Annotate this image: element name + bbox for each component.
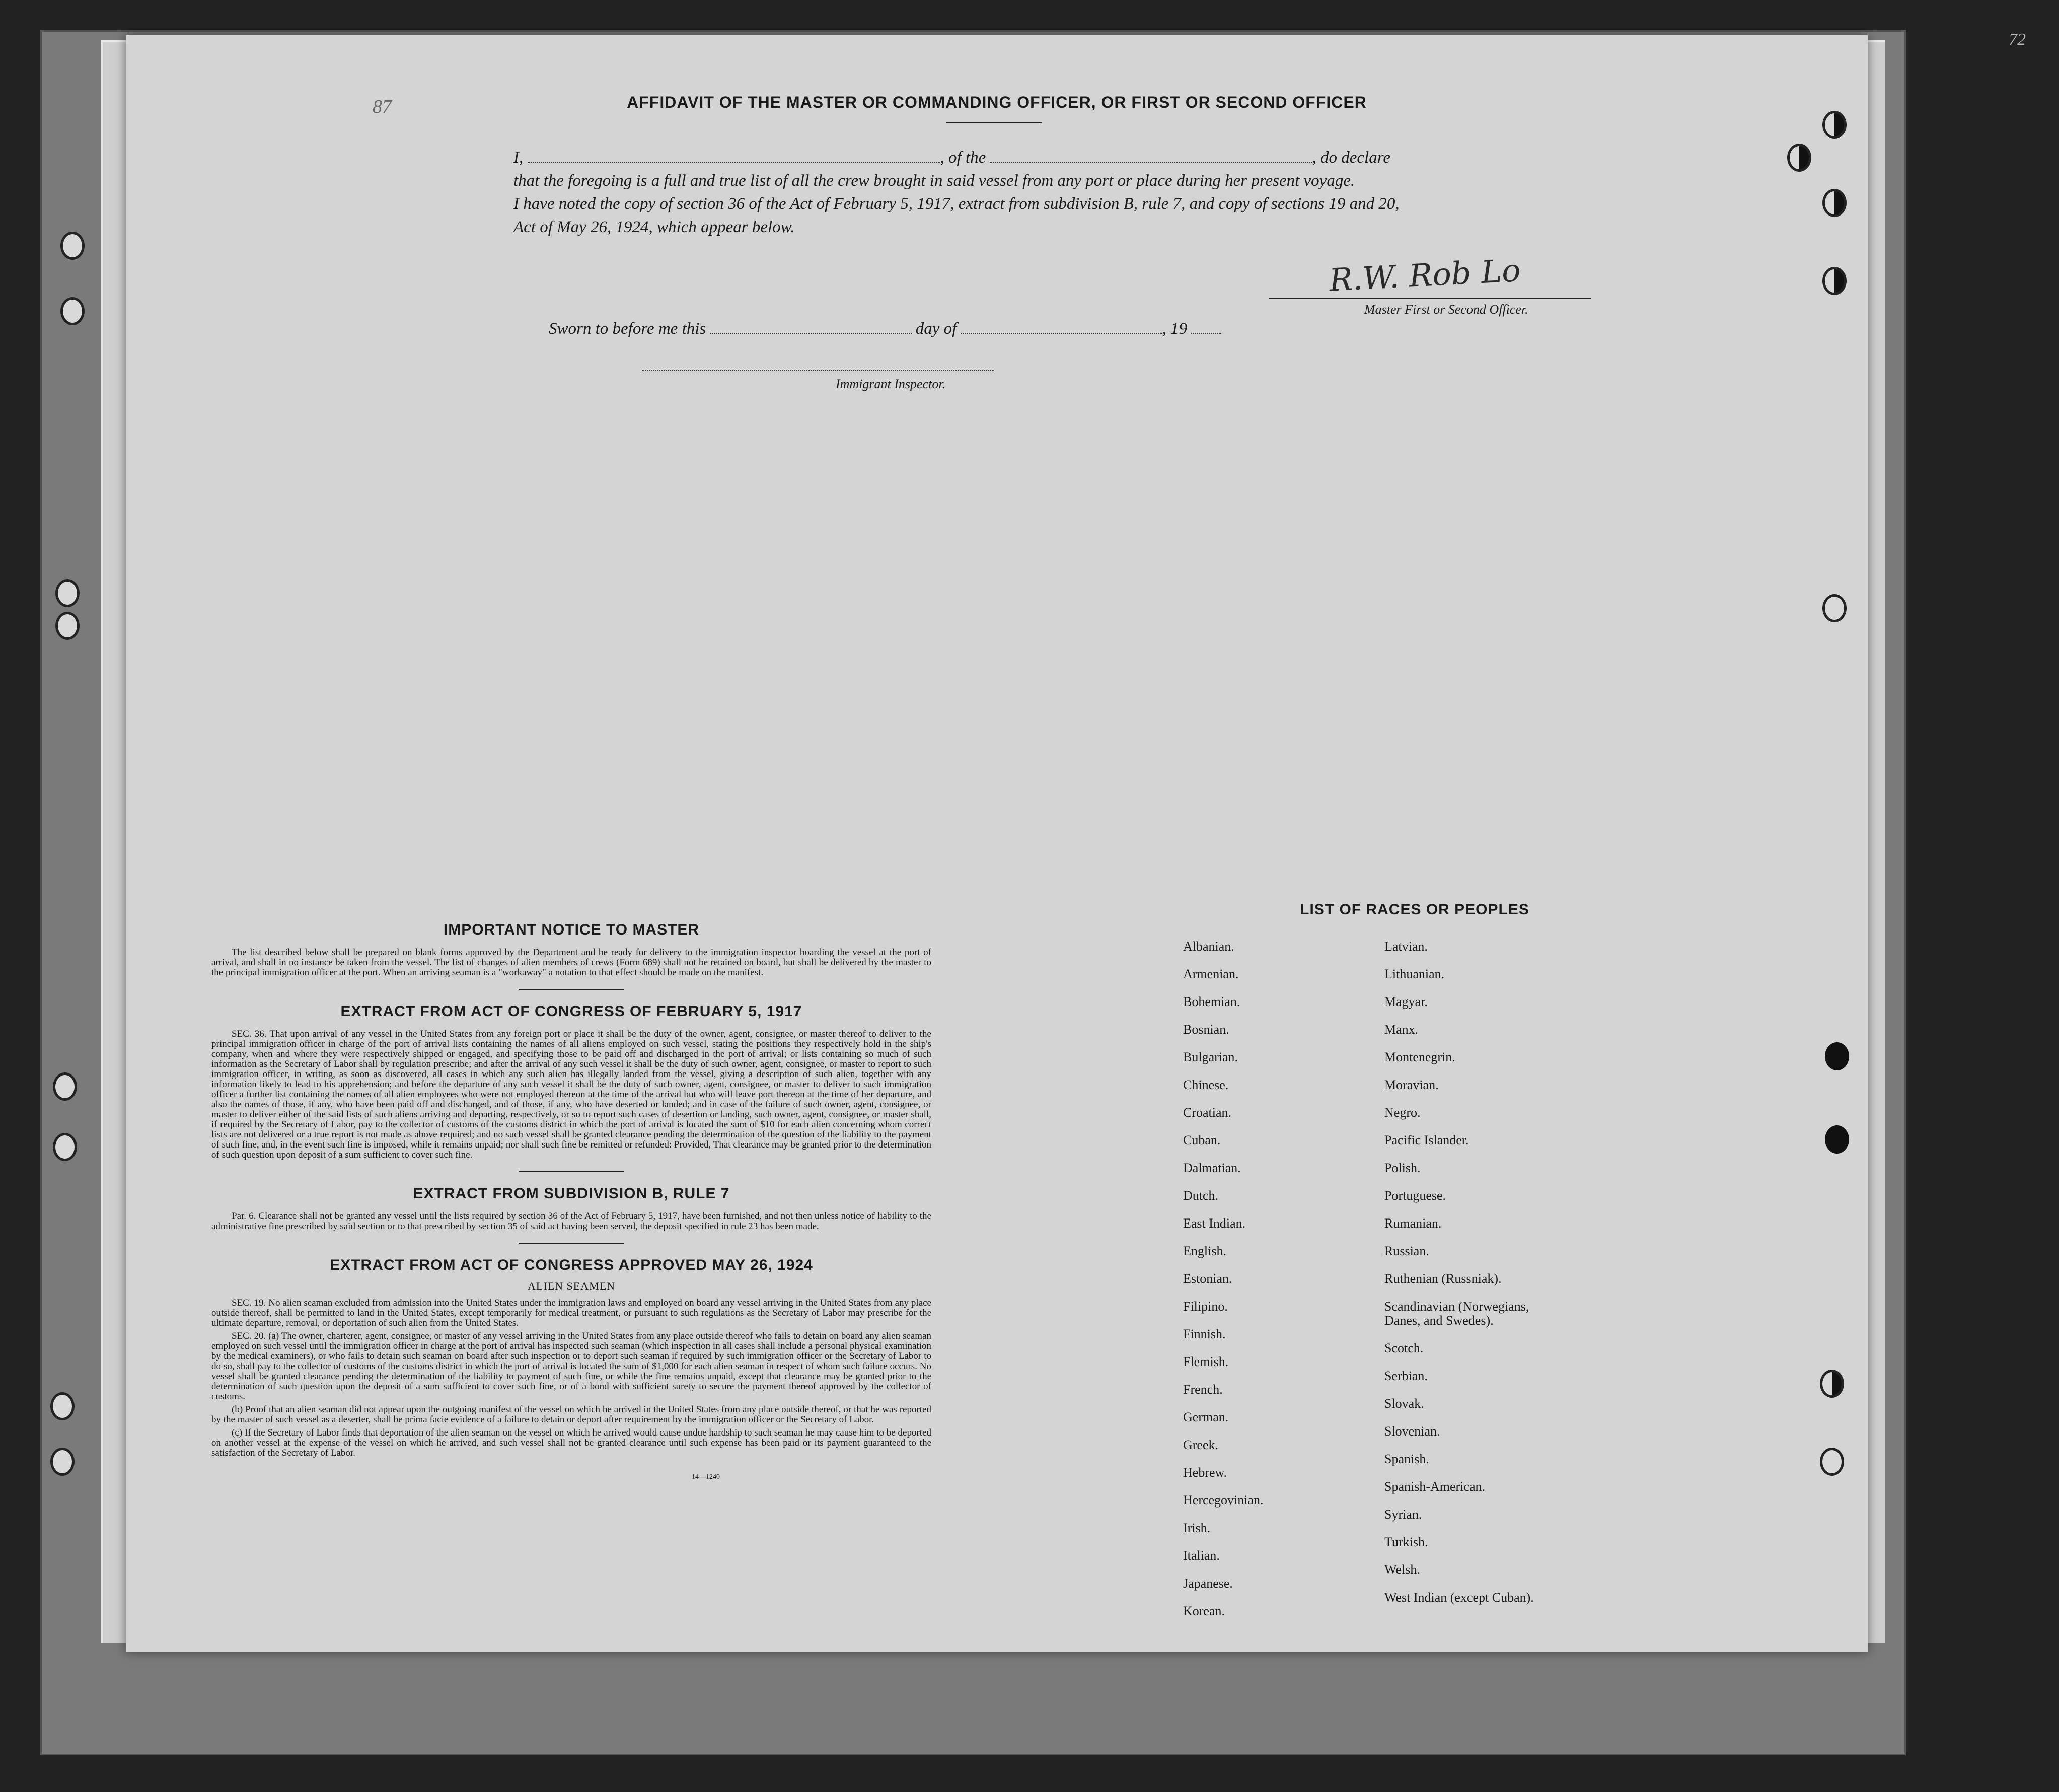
sworn-year: , 19 [1162,320,1188,338]
act-1924-subtitle: ALIEN SEAMEN [528,1280,615,1293]
notice-title: IMPORTANT NOTICE TO MASTER [443,921,700,938]
race-item: Bosnian. [1183,1022,1229,1037]
race-item: Serbian. [1384,1369,1428,1383]
sworn-year-blank [1191,320,1221,334]
name-blank [528,147,940,163]
declaration-i: I, [513,149,524,167]
rule7-title: EXTRACT FROM SUBDIVISION B, RULE 7 [413,1185,730,1202]
binder-hole [53,1133,77,1161]
act-1917-title: EXTRACT FROM ACT OF CONGRESS OF FEBRUARY 5, 1917 [340,1003,802,1020]
form-number: 14—1240 [692,1473,720,1481]
sworn-month-blank [961,320,1162,334]
declaration-line-2: that the foregoing is a full and true list of all the crew brought in said vessel from any port or place during her present voyage. [513,172,1355,190]
race-item: Korean. [1183,1604,1225,1618]
race-item: Croatian. [1183,1105,1232,1120]
race-item: Italian. [1183,1548,1220,1563]
race-item: Rumanian. [1384,1216,1442,1231]
binder-hole [55,612,80,640]
binder-hole [55,579,80,607]
race-item: Syrian. [1384,1507,1422,1522]
binder-hole [1822,594,1847,622]
act-1924-title: EXTRACT FROM ACT OF CONGRESS APPROVED MAY 26, 1924 [330,1257,813,1273]
races-list [1163,901,1666,1618]
page-number: 87 [373,96,392,117]
race-item: Polish. [1384,1161,1421,1175]
declaration-line-3: I have noted the copy of section 36 of the Act of February 5, 1917, extract from subdivision B, rule 7, and copy of sections 19 and 20, [513,195,1400,213]
race-item: Armenian. [1183,967,1239,981]
race-item: Ruthenian (Russniak). [1384,1271,1502,1286]
sworn-line [549,320,1405,338]
race-item: Dalmatian. [1183,1161,1241,1175]
binder-hole [60,297,85,325]
corner-number: 72 [2009,30,2026,49]
declaration [513,146,1626,239]
signature-line [1269,298,1591,299]
race-item: Scotch. [1384,1341,1424,1355]
race-item: Moravian. [1384,1078,1439,1092]
sworn-day-of: day of [915,320,957,338]
race-item: Slovak. [1384,1396,1424,1411]
race-item: Cuban. [1183,1133,1221,1148]
inspector-signature-line [642,370,994,371]
race-item: Slovenian. [1384,1424,1440,1439]
race-item: Russian. [1384,1244,1429,1258]
race-item: Portuguese. [1384,1188,1446,1203]
act-1924-sec20a: SEC. 20. (a) The owner, charterer, agent, consignee, or master of any vessel arriving in the United States from any place outside thereof who fails to detain on board any alien seaman employed on such vessel until the immigration officer in charge at the port of arrival has inspected such seaman (which inspection in all cases shall include a personal physical examination by the medical examiners), or who fails to detain such seaman on board after such inspection or to deport such seaman if required by such immigration officer or the Secretary of Labor to do so, shall pay to the collector of customs of the customs district in which the port of arrival is located the sum of $1,000 for each alien seaman in respect of whom such failure occurs. No vessel shall be granted clearance pending the determination of the liability to payment of such fine, or while the fine remains unpaid, except that clearance may be granted prior to the determination of such question upon the deposit of a sum sufficient to cover such fine, or of a bond with sufficient surety to secure the payment thereof approved by the collector of customs. [211,1331,931,1402]
race-item: Manx. [1384,1022,1419,1037]
signature-caption: Master First or Second Officer. [1364,302,1528,317]
race-item: Lithuanian. [1384,967,1445,981]
declaration-of-the: , of the [940,149,986,167]
races-title: LIST OF RACES OR PEOPLES [1300,901,1529,918]
signature-block [1269,252,1591,317]
races-column-2 [1384,940,1666,1618]
section-divider [519,1243,624,1244]
race-item: Irish. [1183,1521,1211,1535]
notice-text: The list described below shall be prepared on blank forms approved by the Department and be ready for delivery to the immigration inspector boarding the vessel at the port of arrival, and shall in no instance be taken from the vessel. The list of changes of alien members of crews (Form 689) shall not be retained on board, but shall be delivered by the master to the principal immigration officer at the port. When an arriving seaman is a "workaway" a notation to that effect should be made on the manifest. [211,947,931,978]
race-item: Flemish. [1183,1354,1229,1369]
race-item: East Indian. [1183,1216,1246,1231]
race-item: Finnish. [1183,1327,1226,1341]
race-item: Greek. [1183,1438,1219,1452]
race-item: Spanish-American. [1384,1479,1486,1494]
race-item: Bulgarian. [1183,1050,1238,1064]
section-divider [519,989,624,990]
race-item: Bohemian. [1183,994,1240,1009]
binder-hole [50,1392,75,1420]
act-1924-sec20c: (c) If the Secretary of Labor finds that deportation of the alien seaman on the vessel on which he arrived would cause undue hardship to such seaman he may cause him to be deported on another vessel at the expense of the vessel on which he arrived, and such vessel shall not be granted clearance until such expense has been paid or its payment guaranteed to the satisfaction of the Secretary of Labor. [211,1427,931,1458]
binder-hole [1820,1370,1844,1398]
race-item: Hercegovinian. [1183,1493,1264,1508]
binder-hole [1822,267,1847,295]
race-item: Estonian. [1183,1271,1232,1286]
declaration-line-4: Act of May 26, 1924, which appear below. [513,218,795,236]
binder-hole [1787,144,1811,172]
race-item: French. [1183,1382,1223,1397]
binder-hole [1822,111,1847,139]
binder-hole [60,232,85,260]
race-item: Spanish. [1384,1452,1429,1466]
rule7-text: Par. 6. Clearance shall not be granted any vessel until the lists required by section 36 of the Act of February 5, 1917, have been furnished, and not then unless notice of liability to the administrative fine prescribed by said section or to that prescribed by section 35 of said act having been served, the deposit specified in rule 23 has been made. [211,1211,931,1232]
binder-hole [53,1072,77,1101]
binder-hole [1822,189,1847,217]
race-item: Filipino. [1183,1299,1228,1314]
race-item: West Indian (except Cuban). [1384,1590,1534,1605]
affidavit-page [126,35,1868,1652]
race-item: Chinese. [1183,1078,1229,1092]
binder-hole [50,1448,75,1476]
legal-notices [211,921,931,1481]
vessel-blank [990,147,1312,163]
race-item: Latvian. [1384,939,1428,954]
race-item: Montenegrin. [1384,1050,1455,1064]
race-item: Welsh. [1384,1562,1420,1577]
sworn-text: Sworn to before me this [549,320,706,338]
binder-hole [1820,1448,1844,1476]
race-item: Negro. [1384,1105,1421,1120]
race-item: Albanian. [1183,939,1234,954]
binder-hole [1825,1042,1849,1070]
race-item: Scandinavian (Norwegians, [1384,1299,1529,1314]
inspector-caption: Immigrant Inspector. [836,377,946,391]
act-1924-sec20b: (b) Proof that an alien seaman did not appear upon the outgoing manifest of the vessel on which he arrived in the United States from any place outside thereof, or that he was reported by the master of such vessel as a deserter, shall be prima facie evidence of a failure to detain or deport after requirement by the immigration officer or the Secretary of Labor. [211,1404,931,1425]
binder-hole [1825,1125,1849,1154]
race-item: German. [1183,1410,1229,1424]
race-item: Dutch. [1183,1188,1219,1203]
declaration-line-1 [513,146,1626,169]
section-divider [519,1171,624,1172]
races-column-1 [1183,940,1374,1632]
act-1924-sec19: SEC. 19. No alien seaman excluded from admission into the United States under the immigration laws and employed on board any vessel arriving in the United States from any place outside thereof, shall be permitted to land in the United States, except temporarily for medical treatment, or pursuant to such regulations as the Secretary of Labor may prescribe for the ultimate departure, removal, or deportation of such alien from the United States. [211,1298,931,1328]
declaration-do-declare: , do declare [1312,149,1390,167]
race-item: Magyar. [1384,994,1428,1009]
title-rule [946,122,1042,123]
affidavit-title: AFFIDAVIT OF THE MASTER OR COMMANDING OFFICER, OR FIRST OR SECOND OFFICER [627,93,1367,111]
race-item: Pacific Islander. [1384,1133,1469,1148]
race-item: Japanese. [1183,1576,1233,1591]
sworn-day-blank [710,320,912,334]
race-item: English. [1183,1244,1226,1258]
race-item: Danes, and Swedes). [1384,1313,1494,1328]
race-item: Turkish. [1384,1535,1428,1549]
officer-signature: R.W. Rob Lo [1328,252,1522,299]
race-item: Hebrew. [1183,1465,1227,1480]
act-1917-text: SEC. 36. That upon arrival of any vessel in the United States from any foreign port or place it shall be the duty of the owner, agent, consignee, or master thereof to deliver to the principal immigration officer in charge of the port of arrival lists containing the names of all aliens employed on such vessel, stating the positions they respectively hold in the ship's company, when and where they were respectively shipped or engaged, and specifying those to be paid off and discharged in the port of arrival; or lists containing so much of such information as the Secretary of Labor shall by regulation prescribe; and after the arrival of any such vessel it shall be the duty of such owner, agent, consignee, or master to report to such immigration officer, in writing, as soon as discovered, all cases in which any such alien has illegally landed from the vessel, giving a description of such alien, together with any information likely to lead to his apprehension; and before the departure of any such vessel it shall be the duty of such owner, agent, consignee, or master to deliver to such immigration officer a further list containing the names of all alien employees who were not employed thereon at the time of the arrival but who will leave port thereon at the time of her departure, and also the names of those, if any, who have been paid off and discharged, and of those, if any, who have deserted or landed; and in case of the failure of such owner, agent, consignee, or master to deliver either of the said lists of such aliens arriving and departing, respectively, or so to report such cases of desertion or landing, such owner, agent, consignee, or master shall, if required by the Secretary of Labor, pay to the collector of customs of the customs district in which the port of arrival is located the sum of $10 for each alien concerning whom correct lists are not delivered or a true report is not made as above required; and no such vessel shall be granted clearance pending the determination of the question of the liability to the payment of such fine, and, in the event such fine is imposed, while it remains unpaid; nor shall such fine be remitted or refunded: Provided, That clearance may be granted prior to the determination of such question upon deposit of a sum sufficient to cover such fine. [211,1029,931,1160]
